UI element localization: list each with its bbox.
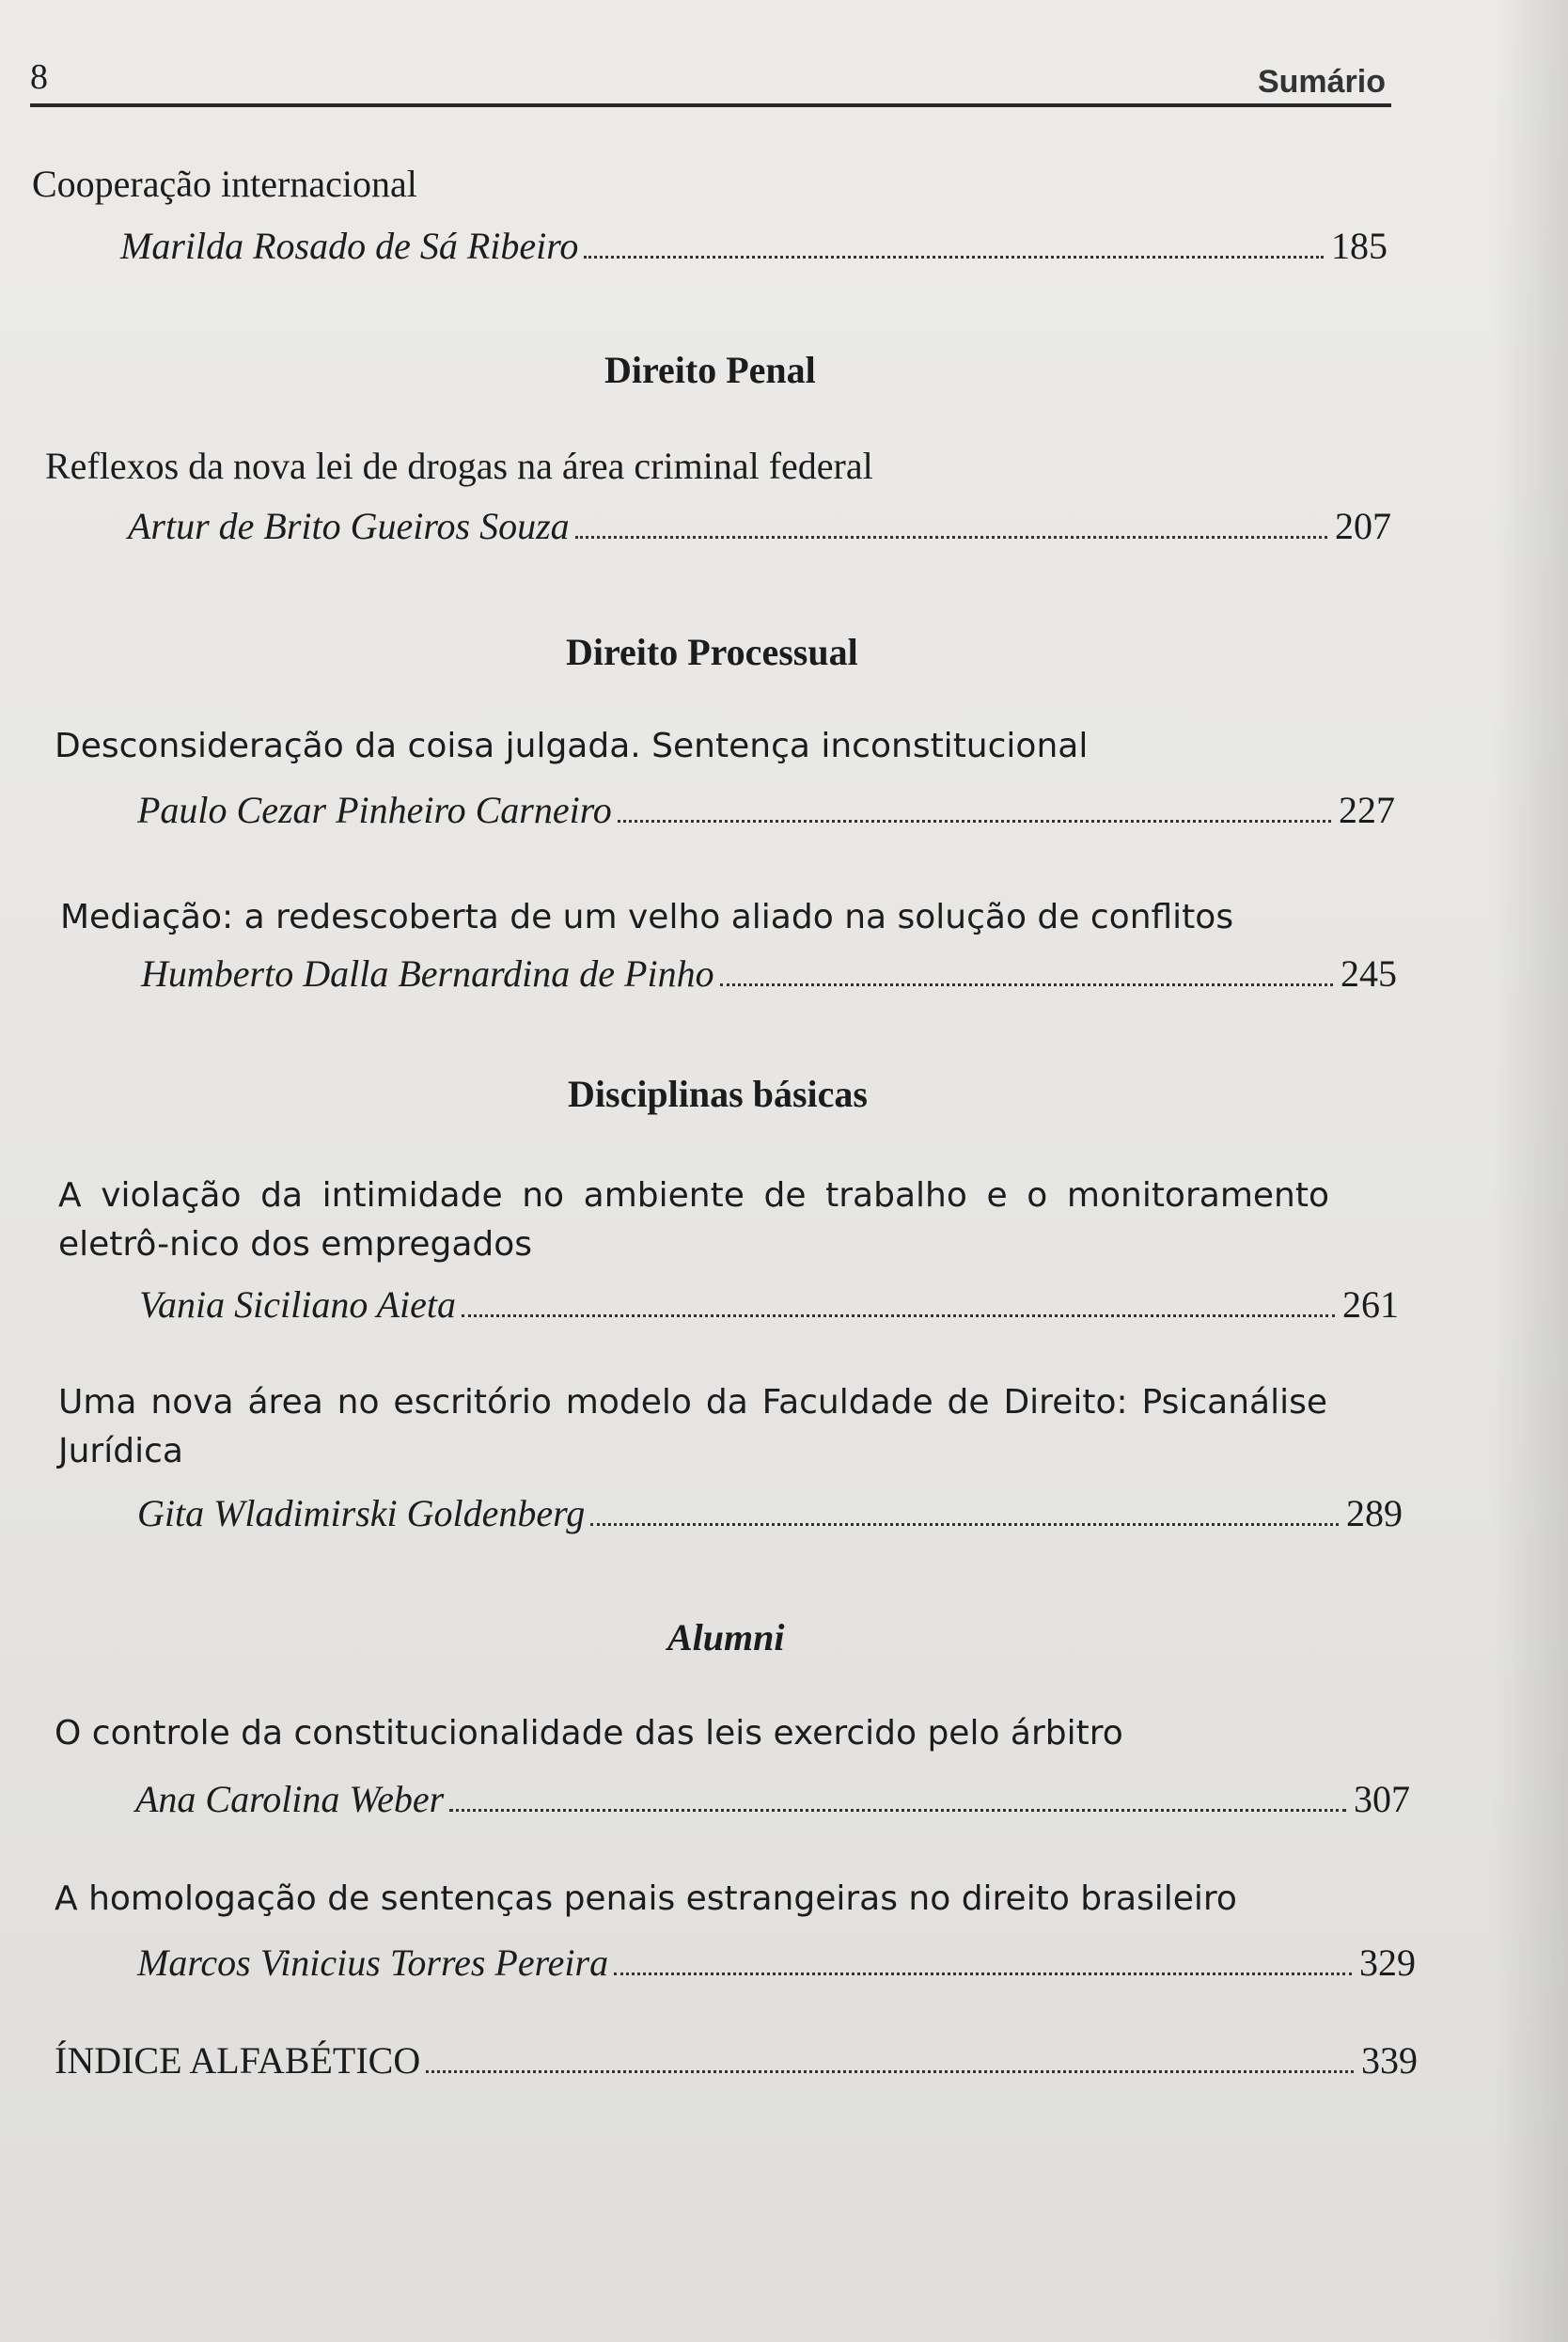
toc-entry-page: 245 <box>1341 952 1397 995</box>
toc-entry-author-row <box>137 1491 1403 1540</box>
index-row <box>55 2038 1418 2087</box>
toc-entry-author-row <box>139 1282 1399 1331</box>
dot-leader <box>720 983 1333 986</box>
toc-entry-author-row <box>120 224 1388 273</box>
section-heading: Direito Penal <box>604 349 816 391</box>
toc-entry-author: Marcos Vinicius Torres Pereira <box>137 1941 609 1984</box>
section-heading: Disciplinas básicas <box>568 1073 868 1115</box>
toc-entry-page: 329 <box>1359 1941 1416 1984</box>
dot-leader <box>426 2070 1354 2073</box>
dot-leader <box>584 256 1324 259</box>
toc-entry-title: Uma nova área no escritório modelo da Faculdade de Direito: Psicanálise Jurídica <box>58 1383 1327 1470</box>
dot-leader <box>462 1314 1335 1317</box>
toc-entry-title: Mediação: a redescoberta de um velho aliado na solução de conflitos <box>60 898 1234 936</box>
toc-entry-title: A homologação de sentenças penais estrangeiras no direito brasileiro <box>55 1879 1237 1918</box>
toc-entry-title: Desconsideração da coisa julgada. Sentença inconstitucional <box>55 727 1089 765</box>
toc-entry-page: 227 <box>1339 789 1395 831</box>
index-page: 339 <box>1361 2039 1418 2082</box>
dot-leader <box>614 1973 1352 1975</box>
toc-entry-author: Marilda Rosado de Sá Ribeiro <box>120 225 579 267</box>
dot-leader <box>618 820 1331 823</box>
toc-entry-author: Paulo Cezar Pinheiro Carneiro <box>137 789 612 831</box>
dot-leader <box>449 1809 1346 1812</box>
toc-entry-author-row <box>141 951 1397 1000</box>
toc-entry-author: Gita Wladimirski Goldenberg <box>137 1492 586 1534</box>
toc-entry-author: Vania Siciliano Aieta <box>139 1283 457 1326</box>
toc-entry-author-row <box>128 504 1391 553</box>
toc-entry-author-row <box>135 1777 1410 1826</box>
toc-entry-title: Reflexos da nova lei de drogas na área criminal federal <box>45 445 873 487</box>
section-heading: Direito Processual <box>566 631 858 673</box>
dot-leader <box>575 536 1327 539</box>
index-label: ÍNDICE ALFABÉTICO <box>55 2039 421 2082</box>
page-number: 8 <box>30 57 48 97</box>
toc-entry-title: A violação da intimidade no ambiente de trabalho e o monitoramento eletrô-nico dos empregados <box>58 1176 1329 1264</box>
toc-entry-author: Ana Carolina Weber <box>135 1778 445 1820</box>
toc-entry-author: Artur de Brito Gueiros Souza <box>128 505 570 547</box>
toc-entry-page: 261 <box>1342 1283 1399 1326</box>
toc-entry-title: O controle da constitucionalidade das leis exercido pelo árbitro <box>55 1714 1123 1753</box>
toc-entry-author: Humberto Dalla Bernardina de Pinho <box>141 952 714 995</box>
running-title: Sumário <box>1257 64 1386 100</box>
page-header <box>30 56 1391 107</box>
dot-leader <box>590 1523 1339 1526</box>
section-heading: Alumni <box>667 1616 785 1658</box>
toc-entry-author-row <box>137 1941 1416 1989</box>
toc-entry-page: 185 <box>1331 225 1388 267</box>
toc-entry-page: 207 <box>1335 505 1391 547</box>
toc-entry-author-row <box>137 788 1395 837</box>
toc-entry-page: 289 <box>1346 1492 1403 1534</box>
toc-entry-title: Cooperação internacional <box>32 163 417 205</box>
toc-entry-page: 307 <box>1354 1778 1410 1820</box>
